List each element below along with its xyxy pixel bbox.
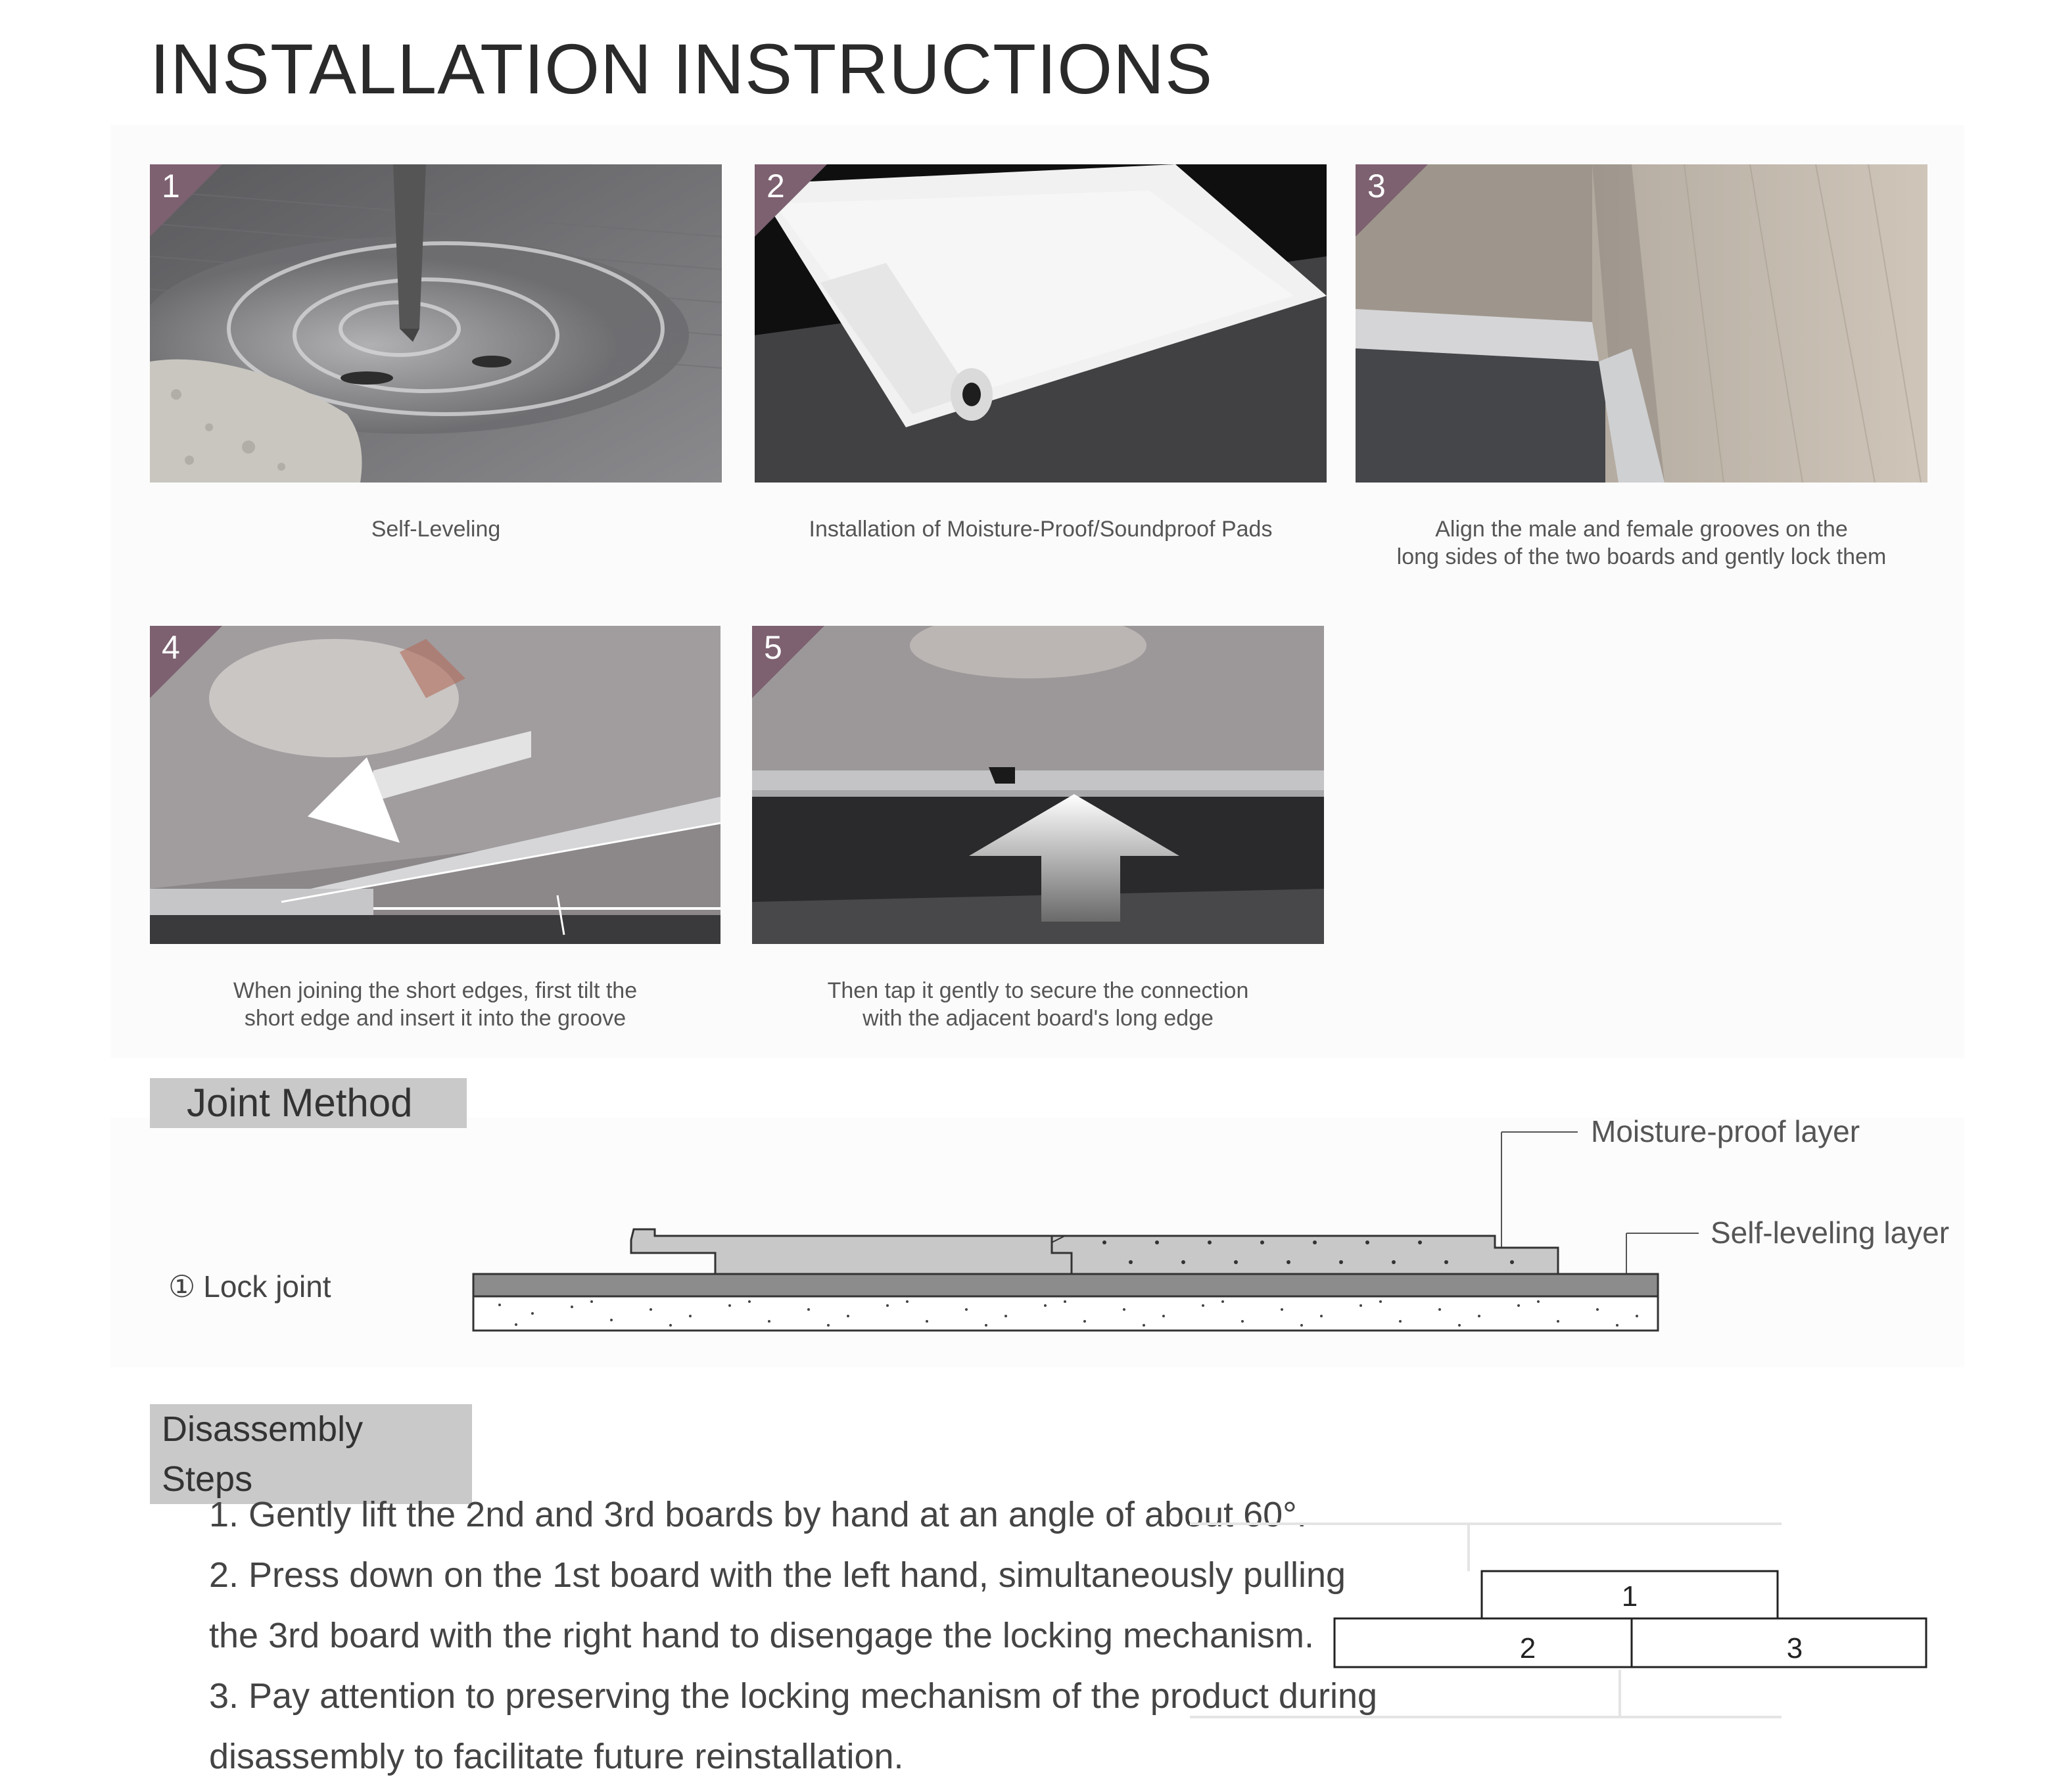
- disassembly-heading: Disassembly Steps: [150, 1404, 472, 1504]
- tap-secure-image: [752, 626, 1324, 944]
- joint-method-heading: Joint Method: [150, 1078, 467, 1128]
- step-4-caption: When joining the short edges, first tilt the short edge and insert it into the groove: [233, 978, 638, 1031]
- step-2-photo: [755, 164, 1327, 483]
- step-5-photo: [752, 626, 1324, 944]
- self-leveling-label: Self-leveling layer: [1711, 1215, 1950, 1250]
- disassembly-line: 1. Gently lift the 2nd and 3rd boards by hand at an angle of about 60°.: [209, 1495, 1307, 1534]
- lock-joint-label: ① Lock joint: [168, 1269, 331, 1304]
- disassembly-line: 2. Press down on the 1st board with the left hand, simultaneously pulling: [209, 1555, 1346, 1595]
- page-title: INSTALLATION INSTRUCTIONS: [150, 29, 1214, 108]
- groove-align-image: [1356, 164, 1927, 483]
- board-3-label: 3: [1786, 1632, 1803, 1664]
- step-number: 4: [162, 629, 180, 666]
- disassembly-line: 3. Pay attention to preserving the locking mechanism of the product during: [209, 1676, 1378, 1716]
- self-leveling-image: [150, 164, 722, 483]
- board-2-label: 2: [1519, 1632, 1536, 1664]
- step-number: 5: [764, 629, 782, 666]
- step-1-caption: Self-Leveling: [371, 517, 501, 542]
- disassembly-line: disassembly to facilitate future reinstallation.: [209, 1737, 904, 1776]
- step-2-caption: Installation of Moisture-Proof/Soundproof Pads: [809, 517, 1273, 542]
- board-3: [1632, 1618, 1926, 1667]
- step-3-photo: [1356, 164, 1927, 483]
- step-badge: [755, 164, 827, 237]
- disassembly-line: the 3rd board with the right hand to disengage the locking mechanism.: [209, 1616, 1315, 1655]
- step-4-photo: [150, 626, 720, 944]
- step-number: 2: [767, 168, 785, 204]
- step-5-caption: Then tap it gently to secure the connection with the adjacent board's long edge: [827, 978, 1249, 1031]
- circled-number-icon: ①: [168, 1269, 196, 1304]
- step-number: 1: [162, 168, 180, 204]
- pad-roll-image: [755, 164, 1327, 483]
- step-badge: [150, 164, 222, 237]
- step-1-photo: [150, 164, 722, 483]
- step-badge: [752, 626, 824, 698]
- board-layout-diagram: [1190, 1512, 1939, 1762]
- step-3-caption: Align the male and female grooves on the long sides of the two boards and gently lock them: [1396, 517, 1887, 569]
- moisture-proof-label: Moisture-proof layer: [1591, 1114, 1860, 1148]
- tilt-insert-image: [150, 626, 720, 944]
- step-number: 3: [1367, 168, 1386, 204]
- step-badge: [1356, 164, 1428, 237]
- step-badge: [150, 626, 222, 698]
- board-2: [1335, 1618, 1632, 1667]
- board-1-label: 1: [1621, 1580, 1638, 1613]
